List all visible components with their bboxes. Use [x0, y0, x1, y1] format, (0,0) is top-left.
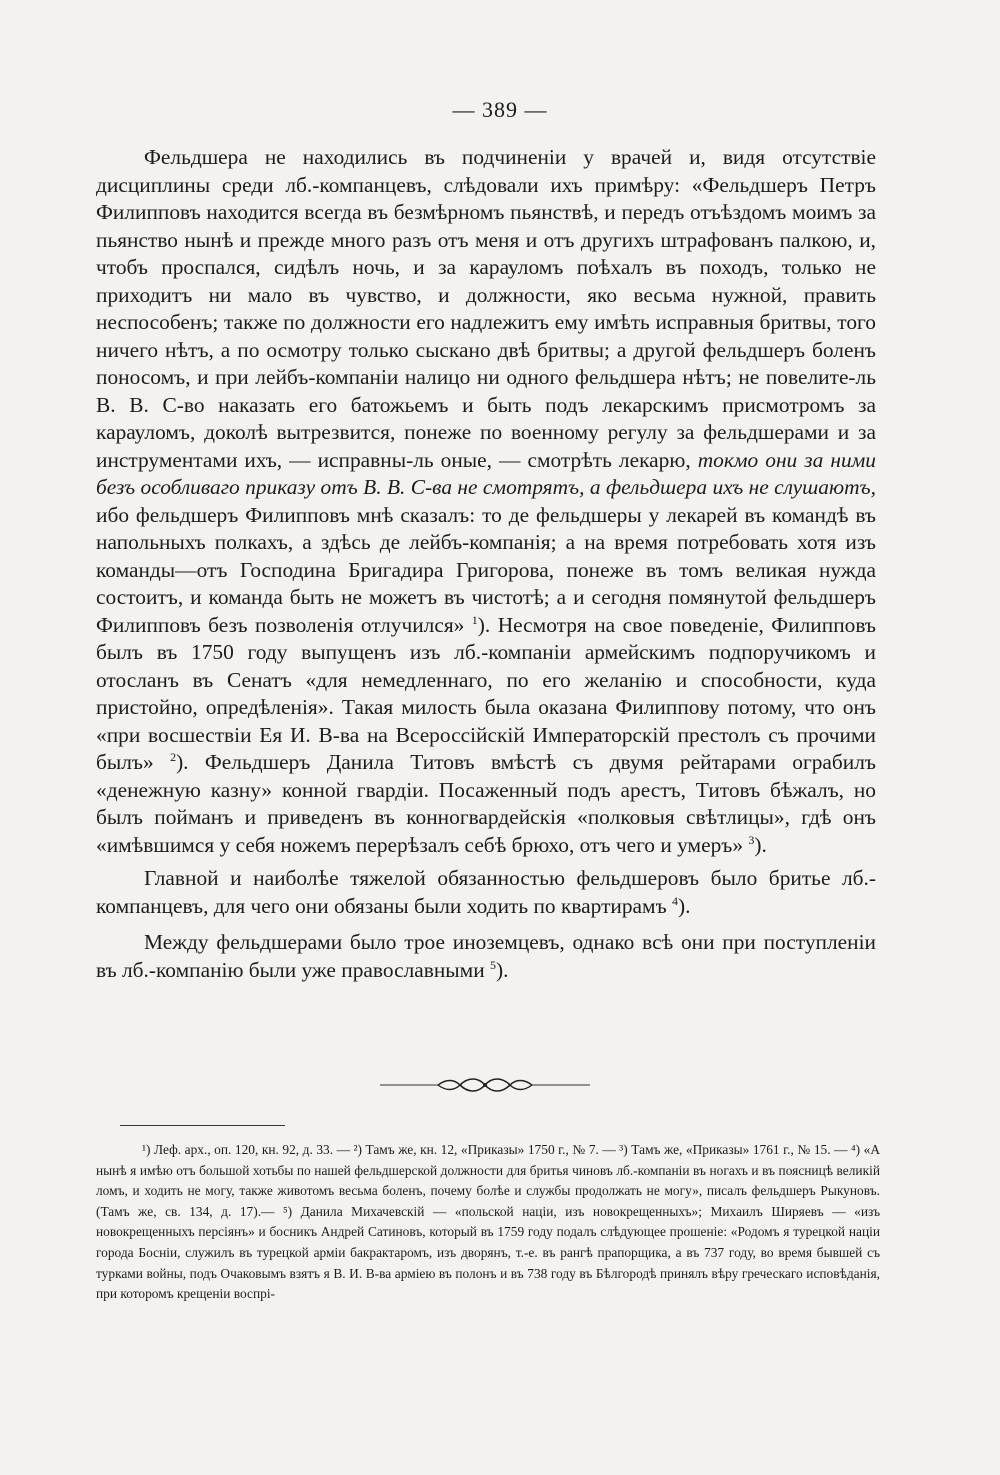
paragraph-3-text-a: Между фельдшерами было трое иноземцевъ, однако всѣ они при поступленіи въ лб.-компанію были уже православными — [96, 930, 876, 982]
footnote-separator — [120, 1125, 285, 1126]
paragraph-3-text-b: ). — [496, 957, 509, 982]
paragraph-1-italic-quote: токмо они за ними безъ особливаго приказу отъ В. В. С-ва не смотрятъ, а фельдшера ихъ не слушаютъ, — [96, 447, 876, 499]
body-text — [96, 144, 876, 993]
footnote-ref-1: 1 — [471, 612, 478, 627]
paragraph-2-text-b: ). — [678, 893, 691, 918]
footnotes-text: ¹) Леф. арх., оп. 120, кн. 92, д. 33. — ²) Тамъ же, кн. 12, «Приказы» 1750 г., № 7. — ³) Тамъ же, «Приказы» 1761 г., № 15. — ⁴) «А нынѣ я имѣю отъ большой хотьбы по нашей фельдшерской должности для бритья чиновъ лб.-компаніи въ ногахъ и въ поясницѣ великій ломъ, и ходить не могу, также животомъ весьма боленъ, почему болѣе и службы продолжать не могу», писалъ фельдшеръ Рыкуновъ. (Тамъ же, св. 134, д. 17).— ⁵) Данила Михачевскій — «польской націи, изъ новокрещенныхъ»; Михаилъ Ширяевъ — «изъ новокрещенныхъ персіянъ» и босникъ Андрей Сатиновъ, который въ 1759 году подалъ слѣдующее прошеніе: «Родомъ я турецкой націи города Босніи, служилъ въ турецкой арміи бакрактаромъ, изъ дворянъ, т.-е. въ рангѣ прапорщика, а въ 737 году, во время бывшей съ турками войны, подъ Очаковымъ взятъ я В. И. В-ва арміею въ полонъ и въ 738 году въ Бѣлгородѣ принялъ вѣру греческаго исповѣданія, при которомъ крещеніи воспрі- — [96, 1142, 880, 1302]
paragraph-1-text-d: ). Фельдшеръ Данила Титовъ вмѣстѣ съ двумя рейтарами ограбилъ «денежную казну» конной гвардіи. Посаженный подъ арестъ, Титовъ бѣжалъ, но былъ пойманъ и приведенъ въ конногвардейскія «полковыя свѣтлицы», гдѣ онъ «имѣвшимся у себя ножемъ перерѣзалъ себѣ брюхо, отъ чего и умеръ» — [96, 750, 876, 857]
footnote-ref-5: 5 — [490, 957, 497, 972]
paragraph-2 — [96, 865, 876, 920]
paragraph-1-text-e: ). — [754, 832, 767, 857]
footnote-ref-2: 2 — [170, 749, 177, 764]
paragraph-1-text-b: ибо фельдшеръ Филипповъ мнѣ сказалъ: то де фельдшеры у лекарей въ командѣ въ напольныхъ полкахъ, а здѣсь де лейбъ-компанія; а на время потребовать хотя изъ команды—отъ Господина Бригадира Григорова, понеже въ томъ великая нужда состоитъ, и команда быть не можетъ въ чистотѣ; а и сегодня помянутой фельдшеръ Филипповъ безъ позволенія отлучился» — [96, 502, 876, 637]
paragraph-1-text-a: Фельдшера не находились въ подчиненіи у врачей и, видя отсутствіе дисциплины среди лб.-компанцевъ, слѣдовали ихъ примѣру: «Фельдшеръ Петръ Филипповъ находится всегда въ безмѣрномъ пьянствѣ, и передъ отъѣздомъ моимъ за пьянство нынѣ и прежде много разъ отъ меня и отъ другихъ штрафованъ палкою, и, чтобъ проспался, сидѣлъ ночь, и за карауломъ поѣхалъ въ походъ, только не приходитъ ни мало въ чувство, и должности, яко весьма нужной, править неспособенъ; также по должности его надлежитъ ему имѣть исправныя бритвы, того ничего нѣтъ, а по осмотру только сыскано двѣ бритвы; а другой фельдшеръ боленъ поносомъ, и при лейбъ-компаніи налицо ни одного фельдшера нѣтъ; не повелите-ль В. В. С-во наказать его батожьемъ и быть подъ лекарскимъ присмотромъ за карауломъ, доколѣ вытрезвится, понеже по военному регулу за фельдшерами и за инструментами ихъ, — исправны-ль оные, — смотрѣть лекарю, — [96, 145, 876, 472]
page-number: — 389 — — [452, 97, 548, 122]
paragraph-1 — [96, 144, 876, 859]
footnote-ref-3: 3 — [748, 832, 755, 847]
paragraph-2-text-a: Главной и наиболѣе тяжелой обязанностью фельдшеровъ было бритье лб.-компанцевъ, для чего они обязаны были ходить по квартирамъ — [96, 866, 876, 918]
footnote-ref-4: 4 — [672, 893, 679, 908]
paragraph-1-text-c: ). Несмотря на свое поведеніе, Филипповъ былъ въ 1750 году выпущенъ изъ лб.-компаніи армейскимъ подпоручикомъ и отосланъ въ Сенатъ «для немедленнаго, по его желанію и способности, куда пристойно, опредѣленія». Такая милость была оказана Филиппову потому, что онъ «при восшествіи Ея И. В-ва на Всероссійскій Императорскій престолъ съ прочими былъ» — [96, 612, 876, 774]
ornament-divider-icon — [380, 1075, 590, 1095]
paragraph-3 — [96, 929, 876, 984]
footnotes — [96, 1140, 880, 1305]
